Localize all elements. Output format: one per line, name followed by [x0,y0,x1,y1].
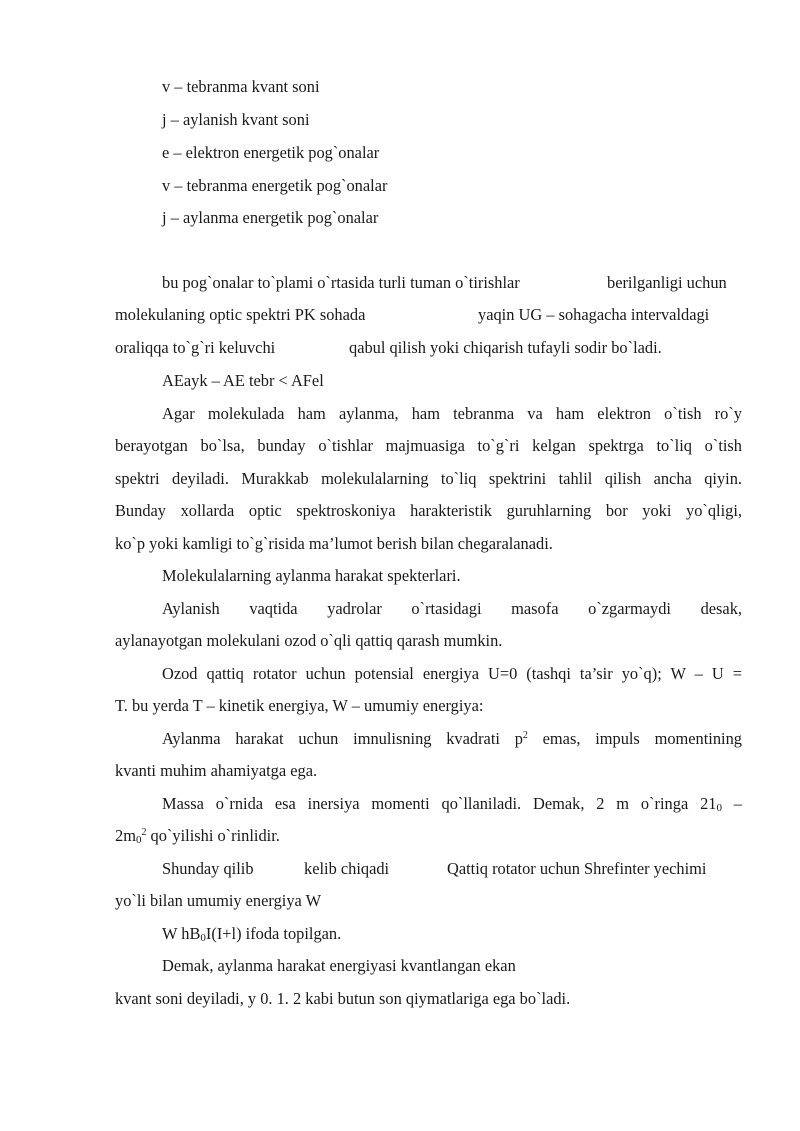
paragraph-text: I(I+l) ifoda topilgan. [205,924,342,943]
paragraph-line: Agar molekulada ham aylanma, ham tebranma va ham elektron o`tish ro`y [162,404,742,423]
paragraph-text: W hB [162,924,201,943]
subscript: 0 [200,932,206,944]
formula-line: AEayk – AE tebr < AFel [162,371,324,390]
formula-line [162,924,341,944]
paragraph-text: qabul qilish yoki chiqarish tufayli sodir bo`ladi. [349,338,662,357]
paragraph-text: qo`yilishi o`rinlidir. [146,826,280,845]
paragraph-line [162,729,742,749]
paragraph-line: Demak, aylanma harakat energiyasi kvantlangan ekan [162,956,516,975]
definition-line: j – aylanish kvant soni [162,110,310,129]
paragraph-line: berayotgan bo`lsa, bunday o`tishlar majmuasiga to`g`ri kelgan spektrga to`liq o`tish [115,436,742,455]
paragraph-text: emas, impuls momentining [527,729,742,748]
paragraph-text: Qattiq rotator uchun Shrefinter yechimi [447,859,707,878]
superscript: 2 [141,827,147,838]
paragraph-text: Massa o`rnida esa inersiya momenti qo`llaniladi. Demak, 2 m o`ringa 21 [162,794,717,813]
paragraph-line: yo`li bilan umumiy energiya W [115,891,322,910]
paragraph-line [162,794,742,814]
paragraph-text: – [721,794,743,813]
paragraph-line: kvant soni deyiladi, y 0. 1. 2 kabi butun son qiymatlariga ega bo`ladi. [115,989,571,1008]
paragraph-line: ko`p yoki kamligi to`g`risida ma’lumot berish bilan chegaralanadi. [115,534,553,553]
definition-line: e – elektron energetik pog`onalar [162,143,380,162]
definition-line: v – tebranma kvant soni [162,77,320,96]
paragraph-line: aylanayotgan molekulani ozod o`qli qattiq qarash mumkin. [115,631,503,650]
paragraph-text: bu pog`onalar to`plami o`rtasida turli tuman o`tirishlar [162,273,520,292]
subscript: 0 [716,802,722,814]
paragraph-text: 2m [115,826,136,845]
definition-line: j – aylanma energetik pog`onalar [162,208,379,227]
paragraph-text: Shunday qilib [162,859,254,878]
superscript: 2 [522,730,528,741]
paragraph-line: Bunday xollarda optic spektroskoniya harakteristik guruhlarning bor yoki yo`qligi, [115,501,742,520]
paragraph-text: yaqin UG – sohagacha intervaldagi [478,305,710,324]
paragraph-line [115,826,280,846]
paragraph-text: kelib chiqadi [304,859,390,878]
paragraph-text: Aylanma harakat uchun imnulisning kvadrati p [162,729,523,748]
paragraph-line: Ozod qattiq rotator uchun potensial energiya U=0 (tashqi ta’sir yo`q); W – U = [162,664,742,683]
definition-line: v – tebranma energetik pog`onalar [162,176,388,195]
paragraph-line: Aylanish vaqtida yadrolar o`rtasidagi masofa o`zgarmaydi desak, [162,599,742,618]
paragraph-text: berilganligi uchun [607,273,727,292]
subscript: 0 [135,834,142,846]
paragraph-line: spektri deyiladi. Murakkab molekulalarning to`liq spektrini tahlil qilish ancha qiyin. [115,469,742,488]
section-heading: Molekulalarning aylanma harakat spekterlari. [162,566,461,585]
paragraph-line: T. bu yerda T – kinetik energiya, W – umumiy energiya: [115,696,484,715]
paragraph-text: molekulaning optic spektri PK sohada [115,305,366,324]
paragraph-text: oraliqqa to`g`ri keluvchi [115,338,276,357]
paragraph-line: kvanti muhim ahamiyatga ega. [115,761,318,780]
